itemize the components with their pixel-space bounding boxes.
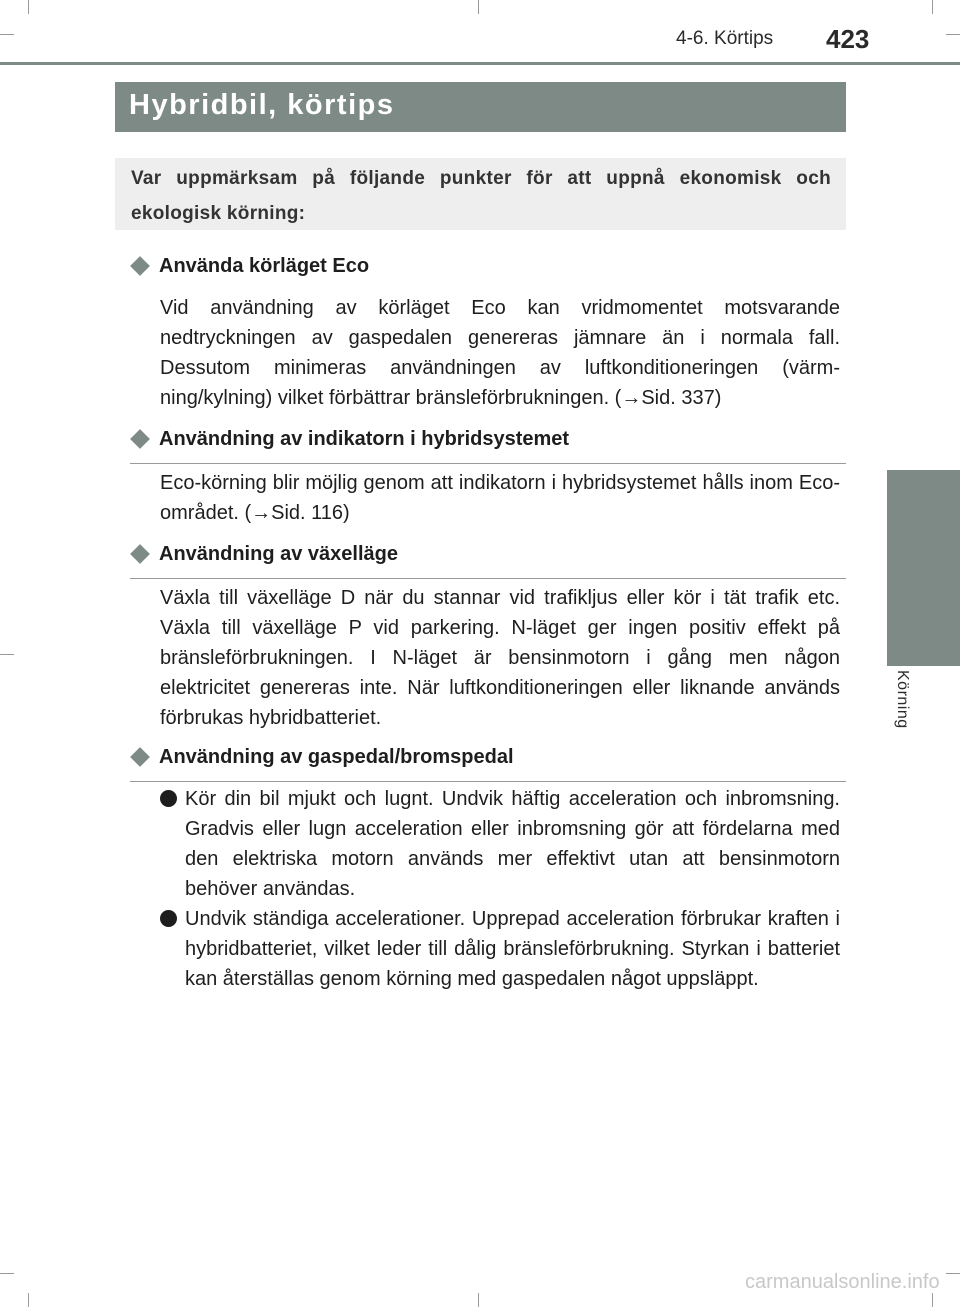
- section-divider: [130, 578, 846, 579]
- chapter-number: 4: [918, 990, 929, 1009]
- section-title: Användning av indikatorn i hybridsystemet: [159, 428, 570, 450]
- diamond-bullet-icon: [130, 544, 150, 564]
- list-item: [160, 784, 842, 904]
- bullet-dot-icon: [160, 910, 177, 927]
- crop-mark: [478, 0, 479, 14]
- bullet-dot-icon: [160, 790, 177, 807]
- diamond-bullet-icon: [130, 256, 150, 276]
- section-title: Använda körläget Eco: [159, 255, 370, 277]
- crop-mark: [932, 1293, 933, 1307]
- section-body: Eco-körning blir möjlig genom att indikatorn i hybridsystemet hålls inom Eco-området. (→Sid. 116): [160, 472, 840, 524]
- section-body: Vid användning av körläget Eco kan vridmomentet motsvarande nedtryckningen av gaspedalen genereras jämnare än i normala fall. Dessutom minimeras användningen av luftkonditioneringen (värm-ning/kylning) vilket förbättrar bränsleförbrukningen. (→Sid. 337): [160, 297, 840, 409]
- crop-mark: [0, 34, 14, 35]
- diamond-bullet-icon: [130, 429, 150, 449]
- diamond-bullet-icon: [130, 747, 150, 767]
- list-item: [160, 904, 842, 994]
- crop-mark: [28, 1293, 29, 1307]
- section-divider: [130, 463, 846, 464]
- crop-mark: [932, 0, 933, 14]
- section-title: Användning av växelläge: [159, 543, 398, 565]
- page-number: 423: [826, 24, 870, 54]
- crop-mark: [946, 34, 960, 35]
- section-divider: [130, 781, 846, 782]
- bullet-text: Undvik ständiga accelerationer. Upprepad acceleration förbrukar kraften i hybridbatteriet, vilket leder till dålig bränsleförbrukning. Styrkan i batteriet kan återställas genom körning med gaspedalen något uppsläppt.: [185, 908, 840, 990]
- section-title: Användning av gaspedal/bromspedal: [159, 746, 514, 768]
- intro-text: Var uppmärksam på följande punkter för att uppnå ekonomisk och ekologisk körning:: [131, 168, 831, 224]
- chapter-label: Körning: [894, 670, 911, 729]
- crop-mark: [0, 654, 14, 655]
- page-title: Hybridbil, körtips: [129, 89, 395, 121]
- section-body: Växla till växelläge D när du stannar vid trafikljus eller kör i tät trafik etc. Växla till växelläge P vid parkering. N-läget ger ingen positiv effekt på bränsleförbrukningen. I N-läget är bensinmotorn i gång men någon elektricitet genereras inte. När luftkonditioneringen eller liknande används förbrukas hybridbatteriet.: [160, 587, 840, 729]
- header-divider: [0, 62, 960, 65]
- intro-box: [115, 158, 846, 230]
- crop-mark: [28, 0, 29, 14]
- watermark: carmanualsonline.info: [745, 1271, 940, 1293]
- crop-mark: [946, 1273, 960, 1274]
- crop-mark: [0, 1273, 14, 1274]
- crop-mark: [478, 1293, 479, 1307]
- header-section-title: 4-6. Körtips: [676, 28, 774, 49]
- bullet-text: Kör din bil mjukt och lugnt. Undvik häftig acceleration och inbromsning. Gradvis eller lugn acceleration eller inbromsning gör att fördelarna med den elektriska motorn används mer effektivt utan att bensinmotorn behöver användas.: [185, 788, 840, 900]
- page-title-bar: [115, 82, 846, 132]
- chapter-label-wrapper: [893, 670, 915, 760]
